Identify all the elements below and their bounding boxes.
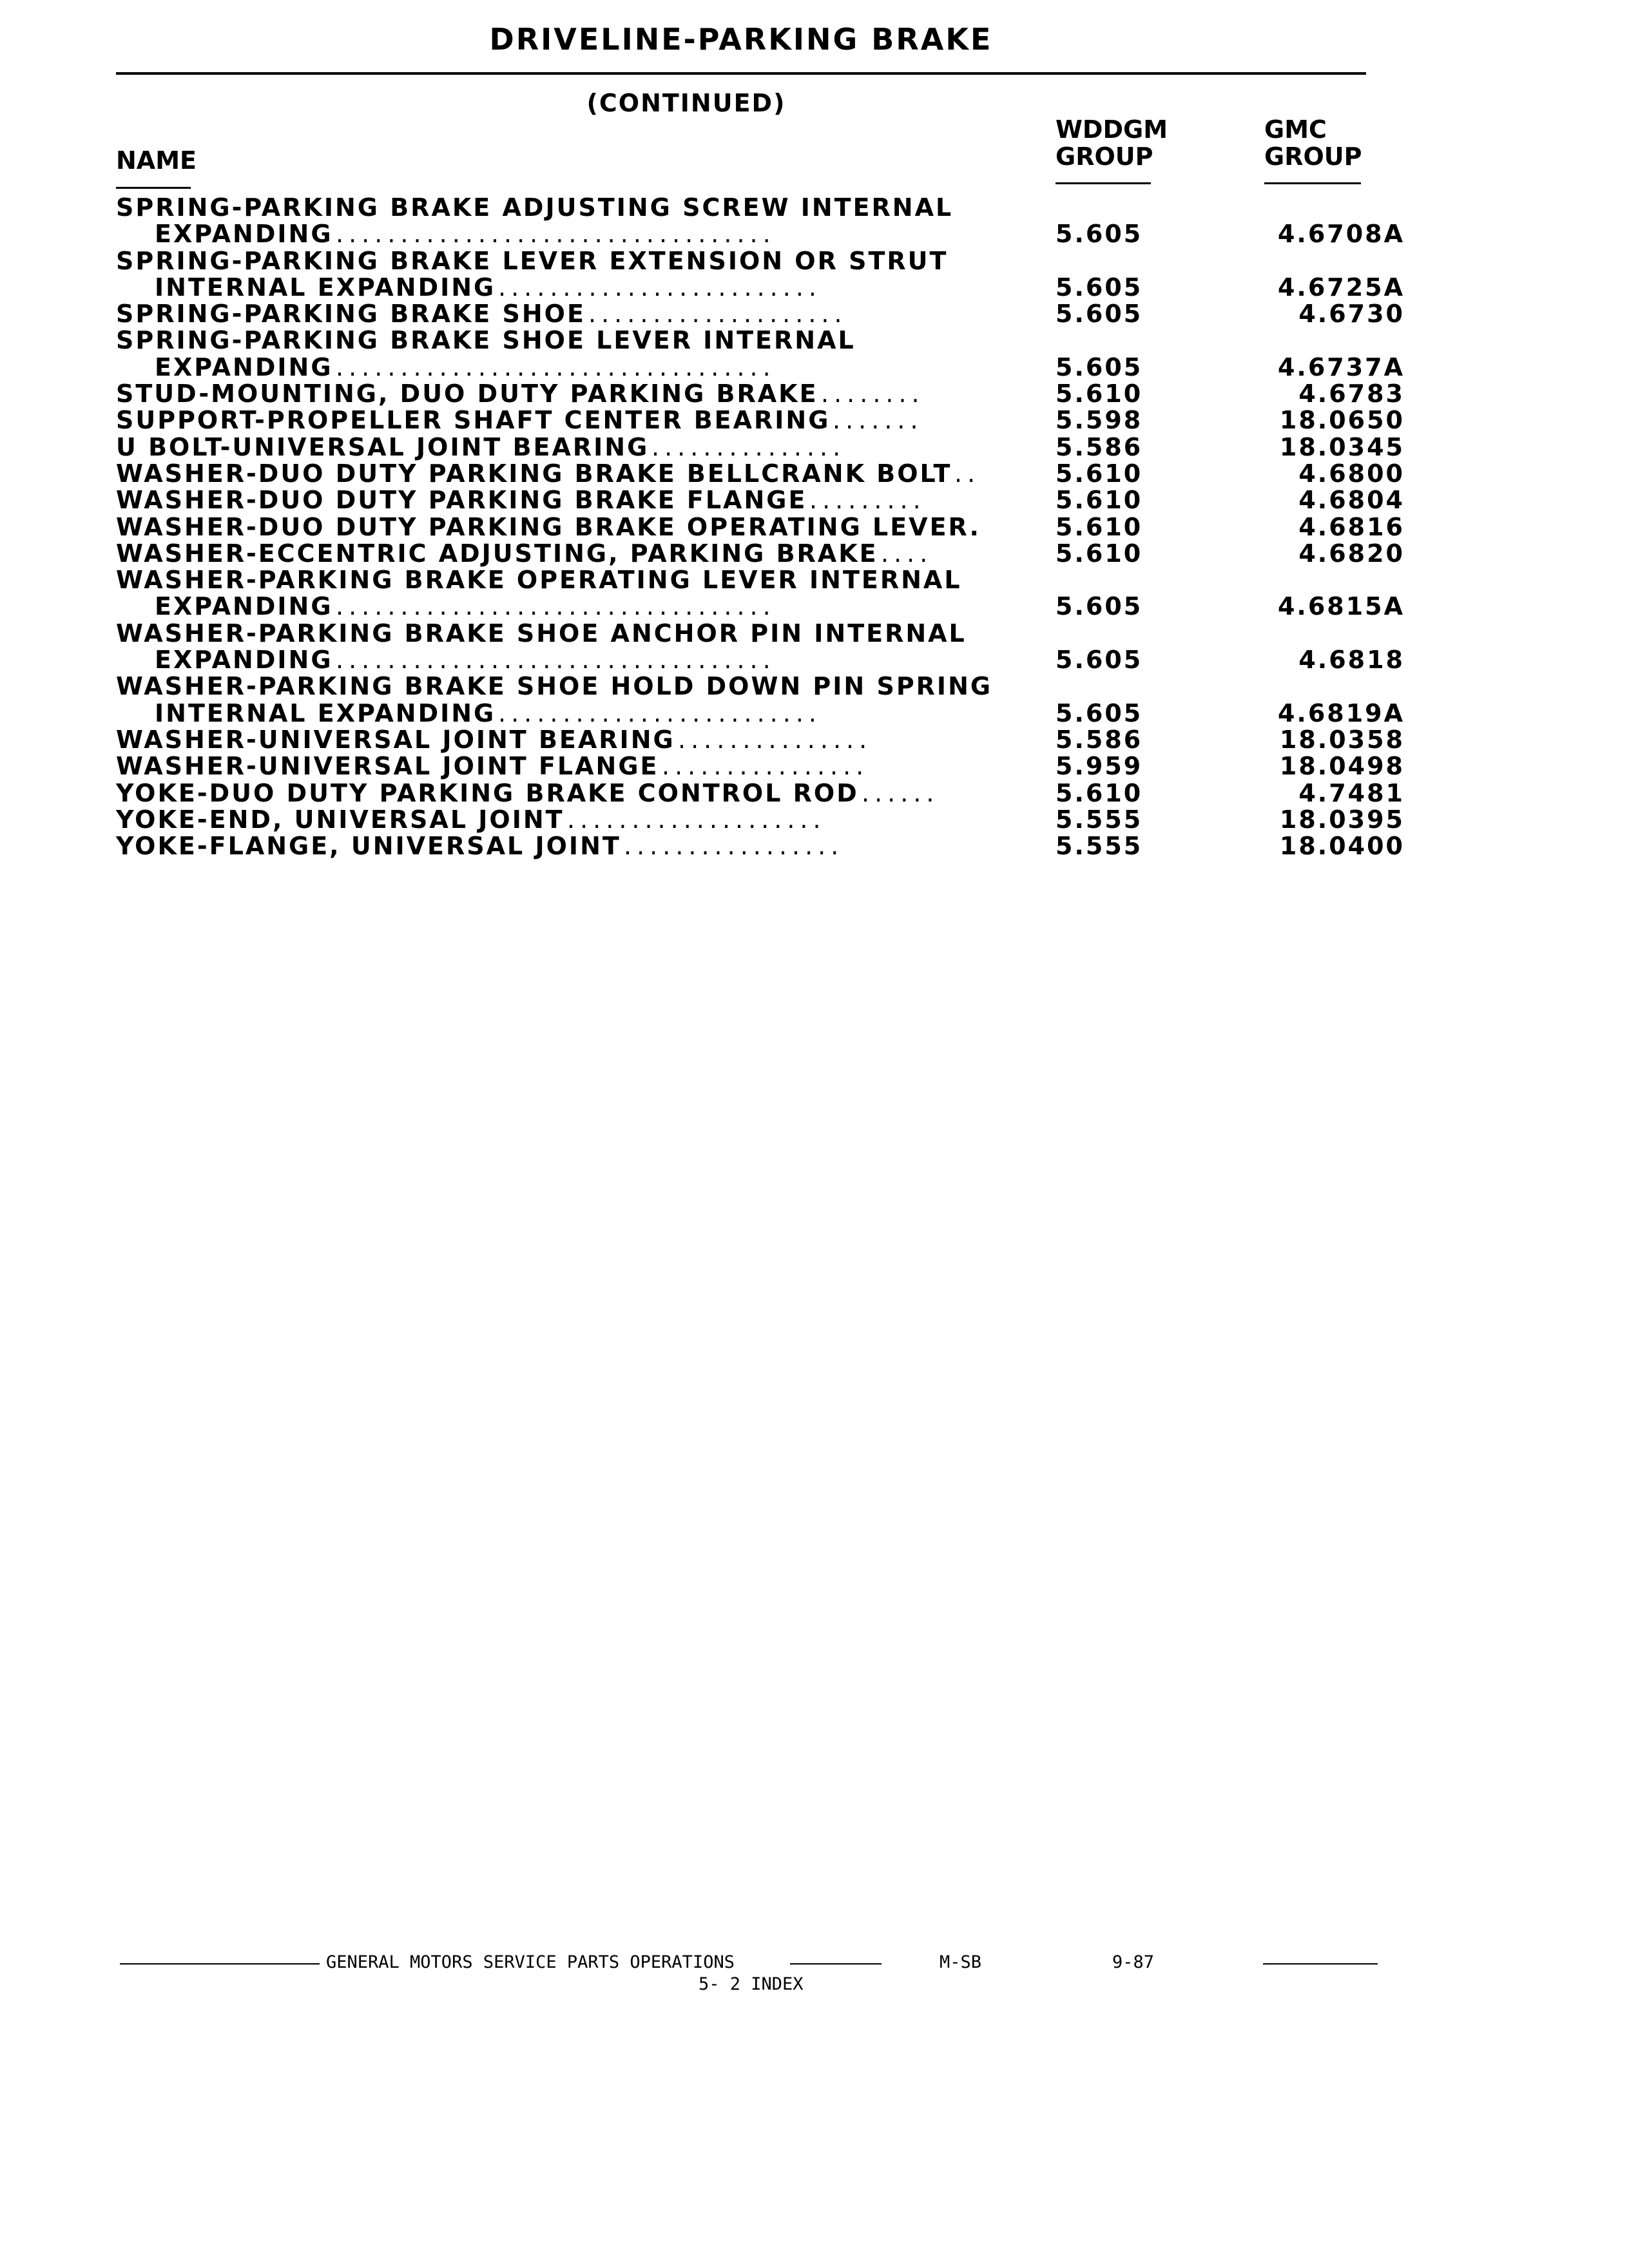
table-row (116, 220, 1405, 249)
wddgm-group-value: 5.610 (1055, 459, 1143, 488)
gmc-header-line1: GMC (1264, 115, 1327, 144)
gmc-group-value: 4.6818 (1298, 646, 1405, 675)
wddgm-group-value: 5.610 (1055, 380, 1143, 408)
wddgm-group-value: 5.605 (1055, 698, 1143, 727)
table-row (116, 486, 1405, 515)
dot-leader: ...... (862, 778, 940, 807)
part-name: YOKE-DUO DUTY PARKING BRAKE CONTROL ROD (116, 778, 859, 807)
page-title: DRIVELINE-PARKING BRAKE (489, 22, 993, 57)
table-row (116, 699, 1405, 726)
dot-leader: ......................... (498, 273, 822, 302)
gmc-group-value: 4.6800 (1298, 459, 1405, 488)
wddgm-group-value: 5.586 (1055, 432, 1143, 461)
wddgm-group-value: 5.610 (1055, 539, 1143, 568)
table-row (116, 433, 1405, 459)
wddgm-header-underline (1055, 182, 1151, 184)
dot-leader: ......................... (498, 698, 822, 727)
gmc-group-value: 4.6804 (1298, 486, 1405, 515)
wddgm-header-line2: GROUP (1055, 142, 1153, 171)
table-row (116, 539, 1405, 566)
title-rule (116, 72, 1366, 75)
part-name: WASHER-UNIVERSAL JOINT BEARING (116, 725, 675, 754)
gmc-group-value: 4.6819A (1277, 698, 1405, 727)
table-row (116, 619, 1405, 646)
gmc-header-underline (1264, 182, 1361, 184)
footer-code: M-SB (940, 1952, 982, 1972)
table-row (116, 406, 1405, 435)
gmc-group-value: 18.0345 (1279, 432, 1405, 461)
footer-rule-right (1263, 1963, 1378, 1965)
part-name: YOKE-FLANGE, UNIVERSAL JOINT (116, 832, 621, 861)
part-name: WASHER-PARKING BRAKE SHOE HOLD DOWN PIN SPRING (116, 672, 993, 701)
gmc-group-value: 4.6820 (1298, 539, 1405, 568)
table-row (116, 380, 1405, 406)
wddgm-group-value: 5.610 (1055, 778, 1143, 807)
gmc-group-value: 18.0400 (1279, 832, 1405, 861)
wddgm-group-value: 5.605 (1055, 352, 1143, 381)
table-row (116, 459, 1405, 486)
column-header-name: NAME (116, 146, 197, 175)
wddgm-group-value: 5.586 (1055, 725, 1143, 754)
table-row (116, 247, 1405, 273)
table-row (116, 646, 1405, 675)
dot-leader: ......... (809, 486, 926, 515)
part-name: WASHER-PARKING BRAKE OPERATING LEVER INTERNAL (116, 566, 962, 595)
table-row (116, 672, 1405, 701)
part-name: SPRING-PARKING BRAKE ADJUSTING SCREW INTERNAL (116, 193, 954, 222)
part-name: SPRING-PARKING BRAKE SHOE (116, 300, 586, 329)
footer-publisher: GENERAL MOTORS SERVICE PARTS OPERATIONS (326, 1952, 735, 1972)
dot-leader: .................................. (336, 220, 776, 249)
dot-leader: .. (954, 459, 981, 488)
dot-leader: .................... (588, 300, 847, 329)
table-row (116, 273, 1405, 300)
part-name: WASHER-ECCENTRIC ADJUSTING, PARKING BRAKE (116, 539, 878, 568)
part-name: YOKE-END, UNIVERSAL JOINT (116, 805, 564, 834)
footer-date: 9-87 (1112, 1952, 1155, 1972)
dot-leader: ........ (821, 380, 925, 408)
part-name: WASHER-DUO DUTY PARKING BRAKE BELLCRANK BOLT (116, 459, 952, 488)
dot-leader: ....... (833, 406, 923, 435)
part-name: WASHER-PARKING BRAKE SHOE ANCHOR PIN INTERNAL (116, 619, 967, 648)
gmc-group-value: 4.6816 (1298, 512, 1405, 541)
gmc-group-value: 4.6725A (1277, 273, 1405, 302)
part-name: WASHER-UNIVERSAL JOINT FLANGE (116, 752, 659, 781)
gmc-group-value: 4.6783 (1298, 380, 1405, 408)
part-name: U BOLT-UNIVERSAL JOINT BEARING (116, 432, 650, 461)
part-name: WASHER-DUO DUTY PARKING BRAKE OPERATING LEVER. (116, 512, 981, 541)
wddgm-group-value: 5.555 (1055, 805, 1143, 834)
gmc-group-value: 4.6708A (1277, 220, 1405, 249)
column-header-wddgm (1055, 116, 1168, 170)
part-name: EXPANDING (155, 592, 333, 621)
part-name: INTERNAL EXPANDING (155, 698, 496, 727)
table-row (116, 779, 1405, 805)
table-row (116, 832, 1405, 861)
dot-leader: .................................. (336, 592, 776, 621)
part-name: EXPANDING (155, 220, 333, 249)
table-row (116, 300, 1405, 329)
dot-leader: .................................. (336, 646, 776, 675)
table-row (116, 353, 1405, 380)
part-name: STUD-MOUNTING, DUO DUTY PARKING BRAKE (116, 380, 818, 408)
table-row (116, 752, 1405, 781)
table-row (116, 326, 1405, 355)
gmc-group-value: 18.0395 (1279, 805, 1405, 834)
part-name: SPRING-PARKING BRAKE LEVER EXTENSION OR STRUT (116, 246, 949, 275)
wddgm-group-value: 5.610 (1055, 512, 1143, 541)
footer-index: 5- 2 INDEX (699, 1974, 804, 1994)
footer-rule-middle (790, 1963, 882, 1965)
dot-leader: .... (881, 539, 933, 568)
continued-label: (CONTINUED) (586, 89, 786, 117)
wddgm-header-line1: WDDGM (1055, 115, 1168, 144)
footer-rule-left (120, 1963, 320, 1965)
table-row (116, 592, 1405, 619)
part-name: EXPANDING (155, 646, 333, 675)
gmc-group-value: 4.6737A (1277, 352, 1405, 381)
table-row (116, 193, 1405, 220)
wddgm-group-value: 5.605 (1055, 273, 1143, 302)
part-name: EXPANDING (155, 352, 333, 381)
wddgm-group-value: 5.605 (1055, 300, 1143, 329)
wddgm-group-value: 5.610 (1055, 486, 1143, 515)
table-row (116, 805, 1405, 832)
wddgm-group-value: 5.959 (1055, 752, 1143, 781)
table-row (116, 513, 1405, 539)
gmc-group-value: 4.6815A (1277, 592, 1405, 621)
parts-table (116, 193, 1405, 861)
part-name: SUPPORT-PROPELLER SHAFT CENTER BEARING (116, 406, 831, 435)
dot-leader: ............... (651, 432, 846, 461)
part-name: WASHER-DUO DUTY PARKING BRAKE FLANGE (116, 486, 807, 515)
gmc-group-value: 18.0498 (1279, 752, 1405, 781)
wddgm-group-value: 5.605 (1055, 592, 1143, 621)
table-row (116, 566, 1405, 595)
dot-leader: .................................. (336, 352, 776, 381)
gmc-group-value: 18.0650 (1279, 406, 1405, 435)
gmc-header-line2: GROUP (1264, 142, 1362, 171)
wddgm-group-value: 5.598 (1055, 406, 1143, 435)
wddgm-group-value: 5.555 (1055, 832, 1143, 861)
table-row (116, 726, 1405, 752)
gmc-group-value: 4.7481 (1298, 778, 1405, 807)
gmc-group-value: 4.6730 (1298, 300, 1405, 329)
dot-leader: ................. (624, 832, 844, 861)
name-header-underline (116, 187, 191, 189)
wddgm-group-value: 5.605 (1055, 646, 1143, 675)
wddgm-group-value: 5.605 (1055, 220, 1143, 249)
part-name: SPRING-PARKING BRAKE SHOE LEVER INTERNAL (116, 326, 856, 355)
dot-leader: ................ (662, 752, 869, 781)
gmc-group-value: 18.0358 (1279, 725, 1405, 754)
dot-leader: .................... (567, 805, 826, 834)
column-header-gmc (1264, 116, 1362, 170)
dot-leader: ............... (678, 725, 872, 754)
part-name: INTERNAL EXPANDING (155, 273, 496, 302)
